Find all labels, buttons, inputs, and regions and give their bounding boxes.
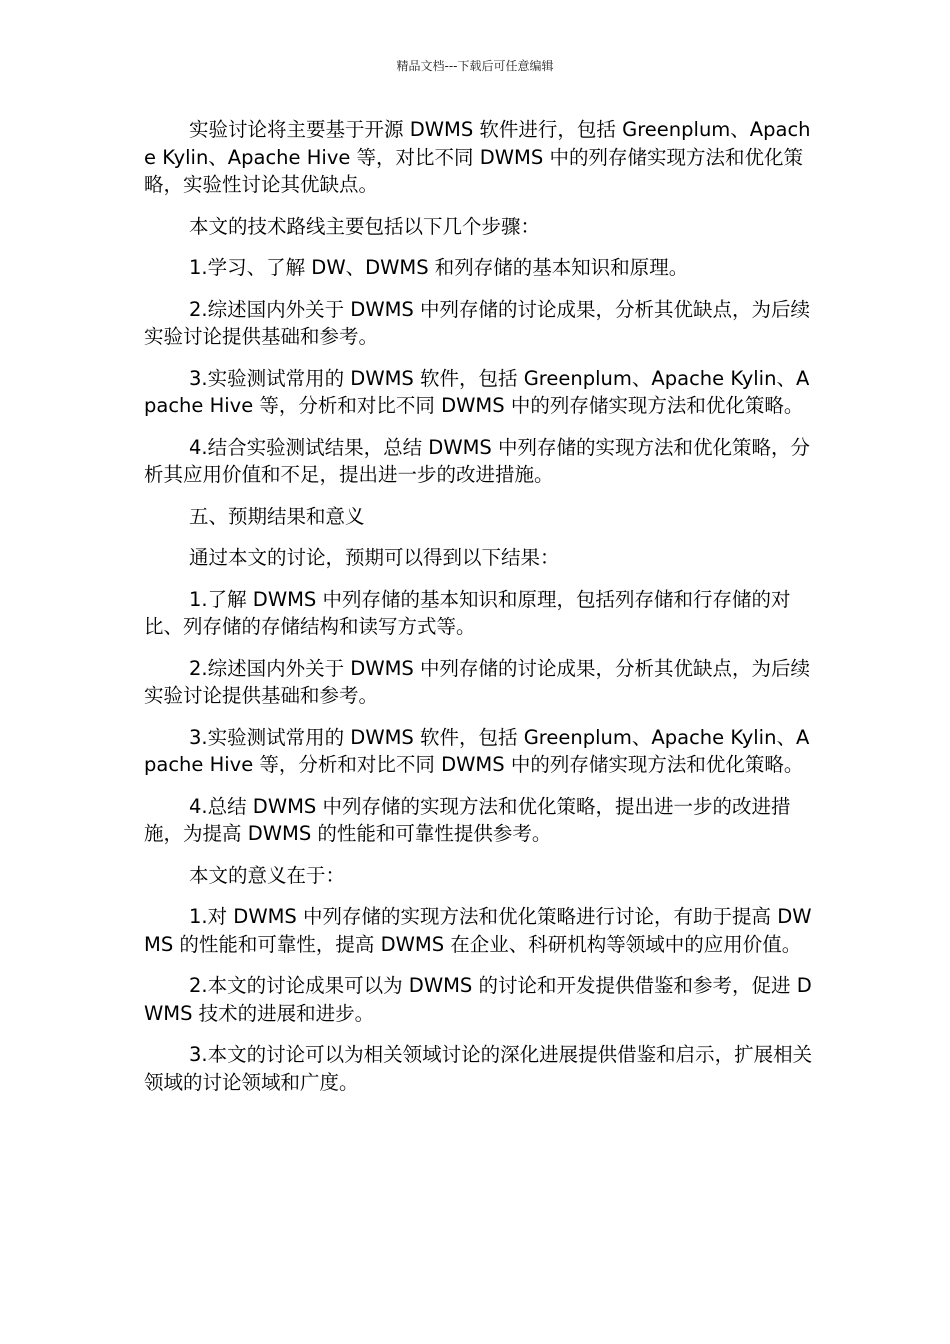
list-item: 2.本文的讨论成果可以为 DWMS 的讨论和开发提供借鉴和参考，促进 DWMS 技术的进展和进步。 [144,974,812,1025]
list-item: 3.实验测试常用的 DWMS 软件，包括 Greenplum、Apache Kylin、Apache Hive 等，分析和对比不同 DWMS 中的列存储实现方法和优化策略。 [144,725,810,776]
paragraph: 本文的技术路线主要包括以下几个步骤： [189,214,541,238]
paragraph: 本文的意义在于： [189,863,346,887]
list-item: 2.综述国内外关于 DWMS 中列存储的讨论成果，分析其优缺点，为后续实验讨论提供基础和参考。 [144,297,811,348]
paragraph: 通过本文的讨论，预期可以得到以下结果： [189,546,560,569]
paragraph: 实验讨论将主要基于开源 DWMS 软件进行，包括 Greenplum、Apache Kylin、Apache Hive 等，对比不同 DWMS 中的列存储实现方法和优化策略，实验性讨论其优缺点。 [144,118,811,196]
list-item: 4.结合实验测试结果，总结 DWMS 中列存储的实现方法和优化策略，分析其应用价值和不足，提出进一步的改进措施。 [144,435,811,486]
list-item: 1.了解 DWMS 中列存储的基本知识和原理，包括列存储和行存储的对比、列存储的存储结构和读写方式等。 [144,587,791,638]
list-item: 1.学习、了解 DW、DWMS 和列存储的基本知识和原理。 [189,256,689,279]
document-body [144,116,814,1110]
page-header: 精品文档---下载后可任意编辑 [396,59,554,73]
list-item: 3.实验测试常用的 DWMS 软件，包括 Greenplum、Apache Kylin、Apache Hive 等，分析和对比不同 DWMS 中的列存储实现方法和优化策略。 [144,366,810,417]
section-heading: 五、预期结果和意义 [189,504,365,528]
list-item: 1.对 DWMS 中列存储的实现方法和优化策略进行讨论，有助于提高 DWMS 的性能和可靠性，提高 DWMS 在企业、科研机构等领域中的应用价值。 [144,905,812,956]
list-item: 4.总结 DWMS 中列存储的实现方法和优化策略，提出进一步的改进措施，为提高 DWMS 的性能和可靠性提供参考。 [144,794,791,845]
list-item: 2.综述国内外关于 DWMS 中列存储的讨论成果，分析其优缺点，为后续实验讨论提供基础和参考。 [144,656,811,707]
list-item: 3.本文的讨论可以为相关领域讨论的深化进展提供借鉴和启示，扩展相关领域的讨论领域和广度。 [144,1043,813,1094]
